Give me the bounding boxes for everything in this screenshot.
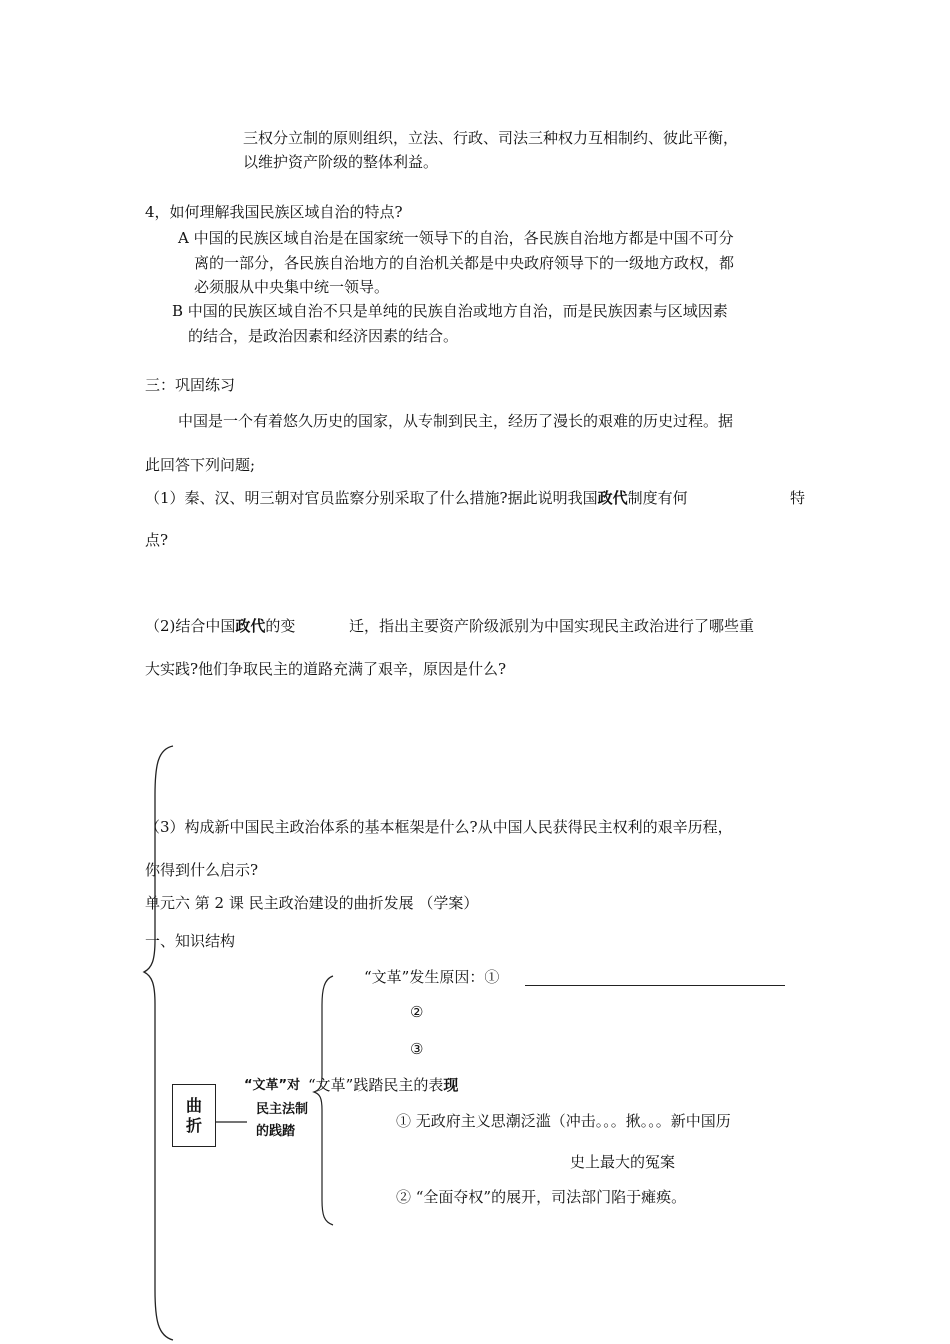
box-label-top: 曲 xyxy=(185,1095,202,1115)
q1-text: （1）秦、汉、明三朝对官员监察分别采取了什么措施?据此说明我国 xyxy=(145,489,598,507)
practice-intro-2: 此回答下列问题; xyxy=(145,456,256,474)
q4-a-line-3: 必须服从中央集中统一领导。 xyxy=(194,278,390,296)
q3-line-1: （3）构成新中国民主政治体系的基本框架是什么?从中国人民获得民主权利的艰辛历程， xyxy=(145,818,733,836)
q1-bold: 政代 xyxy=(597,489,628,507)
performance-item-1: ① 无政府主义思潮泛滥（冲击。。。揪。。。新中国历 xyxy=(396,1112,731,1130)
unit-title: 单元六 第 2 课 民主政治建设的曲折发展 （学案） xyxy=(145,894,479,912)
outer-brace xyxy=(144,746,173,1340)
q4-b-line-2: 的结合，是政治因素和经济因素的结合。 xyxy=(188,327,459,345)
cause-label: “文革”发生原因：① xyxy=(364,968,500,986)
zigzag-box xyxy=(172,1084,216,1147)
sub-label-line-3: 的践踏 xyxy=(256,1124,296,1139)
q4-title: 4，如何理解我国民族区域自治的特点? xyxy=(145,203,403,221)
q3-line-2: 你得到什么启示? xyxy=(145,861,259,879)
knowledge-structure-heading: 一、知识结构 xyxy=(145,932,236,950)
cause-item-3: ③ xyxy=(410,1040,424,1058)
performance-item-1-cont: 史上最大的冤案 xyxy=(570,1153,676,1171)
q4-a-line-1: A 中国的民族区域自治是在国家统一领导下的自治，各民族自治地方都是中国不可分 xyxy=(178,229,734,247)
performance-text: “文革”践踏民主的表 xyxy=(308,1076,444,1094)
cause-blank-line xyxy=(525,985,785,986)
q1-text-end: 制度有何 xyxy=(627,489,688,507)
practice-intro-1: 中国是一个有着悠久历史的国家，从专制到民主，经历了漫长的艰难的历史过程。据 xyxy=(178,412,734,430)
performance-label xyxy=(308,1075,458,1095)
inner-brace xyxy=(314,976,333,1225)
q4-a-line-2: 离的一部分，各民族自治地方的自治机关都是中央政府领导下的一级地方政权，都 xyxy=(194,254,735,272)
box-label-bottom: 折 xyxy=(185,1115,202,1135)
q1-tail: 特 xyxy=(790,489,806,507)
performance-bold: 现 xyxy=(443,1076,459,1094)
performance-item-2: ② “全面夺权”的展开，司法部门陷于瘫痪。 xyxy=(396,1188,687,1206)
q1-line-2: 点? xyxy=(145,531,169,549)
cause-item-2: ② xyxy=(410,1003,424,1021)
q2-line-2: 大实践?他们争取民主的道路充满了艰辛，原因是什么? xyxy=(145,660,507,678)
q2-bold: 政代 xyxy=(235,617,266,635)
practice-heading: 三：巩固练习 xyxy=(145,376,236,394)
q4-b-line-1: B 中国的民族区域自治不只是单纯的民族自治或地方自治，而是民族因素与区域因素 xyxy=(172,302,728,320)
q2-line-1-rest: 迁，指出主要资产阶级派别为中国实现民主政治进行了哪些重 xyxy=(349,617,755,635)
q2-text-mid: 的变 xyxy=(265,617,296,635)
prev-line-1: 三权分立制的原则组织，立法、行政、司法三种权力互相制约、彼此平衡， xyxy=(243,129,739,147)
prev-line-2: 以维护资产阶级的整体利益。 xyxy=(243,153,439,171)
q2-text-start: （2)结合中国 xyxy=(145,617,236,635)
sub-label-line-2: 民主法制 xyxy=(256,1102,309,1117)
sub-label-line-1: “文革”对 xyxy=(244,1078,301,1093)
